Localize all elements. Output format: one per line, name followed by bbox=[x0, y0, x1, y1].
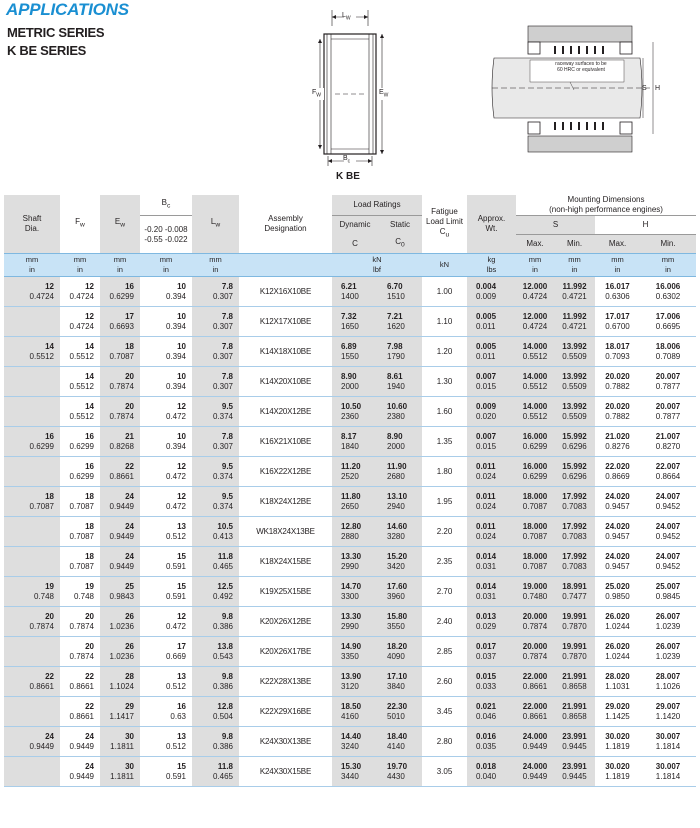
cell-bc: 10 0.394 bbox=[140, 277, 192, 307]
cell-hmax: 22.020 0.8669 bbox=[595, 457, 640, 487]
header-s-min: Min. bbox=[554, 235, 595, 254]
cell-smin: 19.991 0.7870 bbox=[554, 637, 595, 667]
cell-fw: 16 0.6299 bbox=[60, 457, 100, 487]
cell-hmin: 22.007 0.8664 bbox=[640, 457, 696, 487]
table-row bbox=[4, 427, 696, 457]
series-title-kbe: K BE SERIES bbox=[7, 43, 87, 58]
cell-bc: 13 0.512 bbox=[140, 667, 192, 697]
cell-asm: K24X30X13BE bbox=[239, 727, 332, 757]
cell-lw: 11.8 0.465 bbox=[192, 547, 239, 577]
cell-sta: 17.10 3840 bbox=[378, 667, 422, 697]
cell-sta: 18.20 4090 bbox=[378, 637, 422, 667]
cell-hmin: 30.007 1.1814 bbox=[640, 727, 696, 757]
cell-smin: 15.992 0.6296 bbox=[554, 427, 595, 457]
cell-shaft bbox=[4, 397, 60, 427]
cell-ew: 29 1.1417 bbox=[100, 697, 140, 727]
header-mounting: Mounting Dimensions (non-high performance engines) bbox=[516, 195, 696, 216]
cell-hmin: 26.007 1.0239 bbox=[640, 637, 696, 667]
cell-lw: 12.8 0.504 bbox=[192, 697, 239, 727]
header-ew: $E_w$ bbox=[100, 195, 140, 254]
cell-bc: 15 0.591 bbox=[140, 577, 192, 607]
cell-dyn: 14.90 3350 bbox=[332, 637, 378, 667]
cell-ew: 21 0.8268 bbox=[100, 427, 140, 457]
cell-dyn: 12.80 2880 bbox=[332, 517, 378, 547]
cell-lw: 7.8 0.307 bbox=[192, 337, 239, 367]
cell-smin: 18.991 0.7477 bbox=[554, 577, 595, 607]
cell-fw: 22 0.8661 bbox=[60, 667, 100, 697]
cell-shaft: 14 0.5512 bbox=[4, 337, 60, 367]
cell-hmax: 25.020 0.9850 bbox=[595, 577, 640, 607]
section-title: APPLICATIONS bbox=[6, 0, 129, 19]
cell-smax: 20.000 0.7874 bbox=[516, 637, 554, 667]
table-row bbox=[4, 757, 696, 787]
cell-asm: K19X25X15BE bbox=[239, 577, 332, 607]
cell-fat: 2.20 bbox=[422, 517, 467, 547]
header-bc-tolerance: -0.20 -0.008 -0.55 -0.022 bbox=[144, 224, 188, 244]
mounting-diagram bbox=[490, 18, 660, 168]
cell-smax: 14.000 0.5512 bbox=[516, 397, 554, 427]
header-fw: $F_w$ bbox=[75, 217, 85, 229]
cell-smax: 24.000 0.9449 bbox=[516, 727, 554, 757]
cell-hmin: 28.007 1.1026 bbox=[640, 667, 696, 697]
cell-fat: 1.10 bbox=[422, 307, 467, 337]
table-row bbox=[4, 727, 696, 757]
cell-hmax: 17.017 0.6700 bbox=[595, 307, 640, 337]
table-row bbox=[4, 697, 696, 727]
cell-fat: 2.35 bbox=[422, 547, 467, 577]
cell-fw: 12 0.4724 bbox=[60, 307, 100, 337]
series-title-metric: METRIC SERIES bbox=[7, 25, 105, 40]
header-s: S bbox=[516, 216, 595, 235]
cell-sta: 22.30 5010 bbox=[378, 697, 422, 727]
cell-wt: 0.011 0.024 bbox=[467, 517, 516, 547]
cell-fw: 18 0.7087 bbox=[60, 487, 100, 517]
cell-ew: 26 1.0236 bbox=[100, 637, 140, 667]
cell-smax: 18.000 0.7087 bbox=[516, 517, 554, 547]
cell-hmax: 18.017 0.7093 bbox=[595, 337, 640, 367]
cell-smax: 18.000 0.7087 bbox=[516, 547, 554, 577]
cell-fw: 19 0.748 bbox=[60, 577, 100, 607]
cell-bc: 17 0.669 bbox=[140, 637, 192, 667]
cell-ew: 17 0.6693 bbox=[100, 307, 140, 337]
cell-sta: 19.70 4430 bbox=[378, 757, 422, 787]
cell-asm: K22X28X13BE bbox=[239, 667, 332, 697]
cell-hmax: 24.020 0.9457 bbox=[595, 547, 640, 577]
cell-bc: 16 0.63 bbox=[140, 697, 192, 727]
cell-bc: 13 0.512 bbox=[140, 727, 192, 757]
cell-asm: K22X29X16BE bbox=[239, 697, 332, 727]
cell-asm: K14X20X12BE bbox=[239, 397, 332, 427]
table-row bbox=[4, 607, 696, 637]
table-row bbox=[4, 487, 696, 517]
cell-fw: 14 0.5512 bbox=[60, 367, 100, 397]
header-load-ratings: Load Ratings bbox=[332, 195, 422, 216]
cell-fat: 1.60 bbox=[422, 397, 467, 427]
cell-smin: 21.991 0.8658 bbox=[554, 667, 595, 697]
cell-ew: 20 0.7874 bbox=[100, 367, 140, 397]
table-row bbox=[4, 517, 696, 547]
cell-wt: 0.014 0.031 bbox=[467, 547, 516, 577]
cell-shaft bbox=[4, 367, 60, 397]
cell-ew: 18 0.7087 bbox=[100, 337, 140, 367]
header-c: C bbox=[332, 235, 378, 254]
cell-hmax: 26.020 1.0244 bbox=[595, 637, 640, 667]
cell-wt: 0.007 0.015 bbox=[467, 427, 516, 457]
cell-sta: 14.60 3280 bbox=[378, 517, 422, 547]
cell-smin: 17.992 0.7083 bbox=[554, 487, 595, 517]
cell-asm: WK18X24X13BE bbox=[239, 517, 332, 547]
cell-fw: 16 0.6299 bbox=[60, 427, 100, 457]
table-row bbox=[4, 577, 696, 607]
cell-shaft bbox=[4, 637, 60, 667]
cell-asm: K12X17X10BE bbox=[239, 307, 332, 337]
cell-hmax: 30.020 1.1819 bbox=[595, 757, 640, 787]
cell-hmax: 16.017 0.6306 bbox=[595, 277, 640, 307]
table-row bbox=[4, 637, 696, 667]
cell-wt: 0.005 0.011 bbox=[467, 337, 516, 367]
cell-sta: 6.70 1510 bbox=[378, 277, 422, 307]
cell-dyn: 7.32 1650 bbox=[332, 307, 378, 337]
cell-dyn: 15.30 3440 bbox=[332, 757, 378, 787]
cell-hmax: 20.020 0.7882 bbox=[595, 397, 640, 427]
cell-shaft: 18 0.7087 bbox=[4, 487, 60, 517]
header-h: H bbox=[595, 216, 696, 235]
header-lw: $L_w$ bbox=[192, 195, 239, 254]
cell-lw: 9.5 0.374 bbox=[192, 397, 239, 427]
cell-lw: 9.8 0.386 bbox=[192, 727, 239, 757]
kbe-bearing-diagram bbox=[300, 4, 410, 172]
cell-ew: 22 0.8661 bbox=[100, 457, 140, 487]
cell-sta: 7.21 1620 bbox=[378, 307, 422, 337]
cell-asm: K14X20X10BE bbox=[239, 367, 332, 397]
header-shaft: Shaft Dia. bbox=[4, 195, 60, 254]
cell-smin: 19.991 0.7870 bbox=[554, 607, 595, 637]
cell-wt: 0.004 0.009 bbox=[467, 277, 516, 307]
cell-lw: 7.8 0.307 bbox=[192, 427, 239, 457]
cell-fw: 18 0.7087 bbox=[60, 547, 100, 577]
header-weight: Approx. Wt. bbox=[467, 195, 516, 254]
cell-wt: 0.017 0.037 bbox=[467, 637, 516, 667]
cell-ew: 26 1.0236 bbox=[100, 607, 140, 637]
cell-fw: 12 0.4724 bbox=[60, 277, 100, 307]
cell-shaft bbox=[4, 757, 60, 787]
table-row bbox=[4, 367, 696, 397]
cell-sta: 8.90 2000 bbox=[378, 427, 422, 457]
cell-fat: 1.80 bbox=[422, 457, 467, 487]
cell-lw: 7.8 0.307 bbox=[192, 307, 239, 337]
cell-lw: 9.5 0.374 bbox=[192, 487, 239, 517]
cell-smin: 17.992 0.7083 bbox=[554, 517, 595, 547]
cell-hmin: 18.006 0.7089 bbox=[640, 337, 696, 367]
cell-smax: 19.000 0.7480 bbox=[516, 577, 554, 607]
table-row bbox=[4, 307, 696, 337]
cell-fat: 1.35 bbox=[422, 427, 467, 457]
cell-fat: 3.05 bbox=[422, 757, 467, 787]
cell-asm: K24X30X15BE bbox=[239, 757, 332, 787]
cell-shaft bbox=[4, 457, 60, 487]
cell-ew: 20 0.7874 bbox=[100, 397, 140, 427]
cell-fw: 14 0.5512 bbox=[60, 397, 100, 427]
cell-asm: K20X26X17BE bbox=[239, 637, 332, 667]
cell-hmax: 26.020 1.0244 bbox=[595, 607, 640, 637]
cell-bc: 12 0.472 bbox=[140, 487, 192, 517]
cell-fat: 2.60 bbox=[422, 667, 467, 697]
cell-lw: 7.8 0.307 bbox=[192, 367, 239, 397]
cell-ew: 24 0.9449 bbox=[100, 547, 140, 577]
cell-fw: 18 0.7087 bbox=[60, 517, 100, 547]
cell-shaft: 24 0.9449 bbox=[4, 727, 60, 757]
cell-wt: 0.011 0.024 bbox=[467, 487, 516, 517]
cell-fw: 14 0.5512 bbox=[60, 337, 100, 367]
table-row bbox=[4, 337, 696, 367]
header-static: Static bbox=[378, 216, 422, 235]
cell-fw: 20 0.7874 bbox=[60, 607, 100, 637]
cell-fat: 3.45 bbox=[422, 697, 467, 727]
cell-fat: 2.40 bbox=[422, 607, 467, 637]
cell-sta: 13.10 2940 bbox=[378, 487, 422, 517]
cell-lw: 12.5 0.492 bbox=[192, 577, 239, 607]
cell-fat: 1.00 bbox=[422, 277, 467, 307]
cell-smax: 14.000 0.5512 bbox=[516, 337, 554, 367]
cell-wt: 0.007 0.015 bbox=[467, 367, 516, 397]
cell-dyn: 6.89 1550 bbox=[332, 337, 378, 367]
cell-bc: 15 0.591 bbox=[140, 547, 192, 577]
header-h-min: Min. bbox=[640, 235, 696, 254]
cell-asm: K16X21X10BE bbox=[239, 427, 332, 457]
cell-lw: 13.8 0.543 bbox=[192, 637, 239, 667]
cell-ew: 24 0.9449 bbox=[100, 487, 140, 517]
cell-smax: 16.000 0.6299 bbox=[516, 457, 554, 487]
cell-asm: K20X26X12BE bbox=[239, 607, 332, 637]
cell-smax: 24.000 0.9449 bbox=[516, 757, 554, 787]
header-c0: $C_0$ bbox=[378, 235, 422, 254]
cell-fw: 24 0.9449 bbox=[60, 727, 100, 757]
table-row bbox=[4, 457, 696, 487]
cell-sta: 18.40 4140 bbox=[378, 727, 422, 757]
cell-shaft bbox=[4, 547, 60, 577]
cell-smax: 20.000 0.7874 bbox=[516, 607, 554, 637]
cell-lw: 9.8 0.386 bbox=[192, 667, 239, 697]
cell-wt: 0.015 0.033 bbox=[467, 667, 516, 697]
cell-ew: 16 0.6299 bbox=[100, 277, 140, 307]
cell-hmin: 24.007 0.9452 bbox=[640, 487, 696, 517]
cell-dyn: 8.17 1840 bbox=[332, 427, 378, 457]
cell-smin: 23.991 0.9445 bbox=[554, 727, 595, 757]
cell-bc: 10 0.394 bbox=[140, 337, 192, 367]
cell-sta: 11.90 2680 bbox=[378, 457, 422, 487]
cell-lw: 9.8 0.386 bbox=[192, 607, 239, 637]
cell-hmin: 24.007 0.9452 bbox=[640, 517, 696, 547]
cell-smax: 18.000 0.7087 bbox=[516, 487, 554, 517]
cell-bc: 10 0.394 bbox=[140, 307, 192, 337]
cell-dyn: 14.70 3300 bbox=[332, 577, 378, 607]
header-h-max: Max. bbox=[595, 235, 640, 254]
cell-lw: 7.8 0.307 bbox=[192, 277, 239, 307]
cell-smin: 11.992 0.4721 bbox=[554, 277, 595, 307]
cell-fat: 1.30 bbox=[422, 367, 467, 397]
cell-smax: 12.000 0.4724 bbox=[516, 307, 554, 337]
cell-hmin: 20.007 0.7877 bbox=[640, 367, 696, 397]
cell-smin: 13.992 0.5509 bbox=[554, 367, 595, 397]
cell-bc: 13 0.512 bbox=[140, 517, 192, 547]
cell-sta: 7.98 1790 bbox=[378, 337, 422, 367]
cell-asm: K18X24X12BE bbox=[239, 487, 332, 517]
header-dynamic: Dynamic bbox=[332, 216, 378, 235]
cell-smin: 15.992 0.6296 bbox=[554, 457, 595, 487]
cell-smax: 22.000 0.8661 bbox=[516, 697, 554, 727]
cell-dyn: 10.50 2360 bbox=[332, 397, 378, 427]
cell-shaft bbox=[4, 307, 60, 337]
cell-ew: 30 1.1811 bbox=[100, 727, 140, 757]
cell-lw: 9.5 0.374 bbox=[192, 457, 239, 487]
cell-dyn: 18.50 4160 bbox=[332, 697, 378, 727]
cell-bc: 12 0.472 bbox=[140, 607, 192, 637]
cell-hmin: 29.007 1.1420 bbox=[640, 697, 696, 727]
cell-hmin: 16.006 0.6302 bbox=[640, 277, 696, 307]
header-fatigue: Fatigue Load Limit $C_u$ bbox=[426, 207, 463, 239]
cell-wt: 0.018 0.040 bbox=[467, 757, 516, 787]
header-assembly: Assembly Designation bbox=[264, 214, 307, 233]
bc-label: $B_c$ bbox=[343, 155, 351, 165]
cell-dyn: 11.80 2650 bbox=[332, 487, 378, 517]
cell-smin: 11.992 0.4721 bbox=[554, 307, 595, 337]
cell-fw: 24 0.9449 bbox=[60, 757, 100, 787]
cell-smax: 12.000 0.4724 bbox=[516, 277, 554, 307]
cell-fat: 2.85 bbox=[422, 637, 467, 667]
cell-ew: 24 0.9449 bbox=[100, 517, 140, 547]
cell-hmax: 30.020 1.1819 bbox=[595, 727, 640, 757]
cell-hmax: 24.020 0.9457 bbox=[595, 517, 640, 547]
cell-ew: 25 0.9843 bbox=[100, 577, 140, 607]
cell-fat: 2.70 bbox=[422, 577, 467, 607]
cell-hmax: 20.020 0.7882 bbox=[595, 367, 640, 397]
cell-hmax: 28.020 1.1031 bbox=[595, 667, 640, 697]
cell-hmin: 21.007 0.8270 bbox=[640, 427, 696, 457]
cell-sta: 15.80 3550 bbox=[378, 607, 422, 637]
raceway-note: raceway surfaces to be 60 HRC or equivalent bbox=[555, 61, 607, 73]
cell-fat: 2.80 bbox=[422, 727, 467, 757]
cell-hmin: 24.007 0.9452 bbox=[640, 547, 696, 577]
cell-dyn: 6.21 1400 bbox=[332, 277, 378, 307]
cell-hmax: 21.020 0.8276 bbox=[595, 427, 640, 457]
cell-smax: 22.000 0.8661 bbox=[516, 667, 554, 697]
cell-smin: 23.991 0.9445 bbox=[554, 757, 595, 787]
table-row bbox=[4, 277, 696, 307]
cell-dyn: 14.40 3240 bbox=[332, 727, 378, 757]
cell-fat: 1.95 bbox=[422, 487, 467, 517]
cell-shaft: 16 0.6299 bbox=[4, 427, 60, 457]
header-s-max: Max. bbox=[516, 235, 554, 254]
cell-smax: 16.000 0.6299 bbox=[516, 427, 554, 457]
cell-fat: 1.20 bbox=[422, 337, 467, 367]
cell-wt: 0.016 0.035 bbox=[467, 727, 516, 757]
table-row bbox=[4, 547, 696, 577]
cell-smax: 14.000 0.5512 bbox=[516, 367, 554, 397]
cell-fw: 20 0.7874 bbox=[60, 637, 100, 667]
cell-ew: 28 1.1024 bbox=[100, 667, 140, 697]
cell-dyn: 13.30 2990 bbox=[332, 547, 378, 577]
cell-bc: 15 0.591 bbox=[140, 757, 192, 787]
cell-bc: 12 0.472 bbox=[140, 397, 192, 427]
cell-sta: 10.60 2380 bbox=[378, 397, 422, 427]
cell-hmin: 30.007 1.1814 bbox=[640, 757, 696, 787]
h-label: H bbox=[655, 85, 661, 92]
cell-shaft bbox=[4, 517, 60, 547]
cell-sta: 8.61 1940 bbox=[378, 367, 422, 397]
cell-asm: K12X16X10BE bbox=[239, 277, 332, 307]
cell-wt: 0.009 0.020 bbox=[467, 397, 516, 427]
cell-sta: 17.60 3960 bbox=[378, 577, 422, 607]
cell-sta: 15.20 3420 bbox=[378, 547, 422, 577]
cell-smin: 13.992 0.5509 bbox=[554, 337, 595, 367]
cell-dyn: 8.90 2000 bbox=[332, 367, 378, 397]
cell-dyn: 13.30 2990 bbox=[332, 607, 378, 637]
ew-label: $E_W$ bbox=[379, 89, 389, 99]
cell-hmax: 29.020 1.1425 bbox=[595, 697, 640, 727]
cell-dyn: 13.90 3120 bbox=[332, 667, 378, 697]
header-bc: $B_c$ bbox=[161, 198, 171, 210]
cell-dyn: 11.20 2520 bbox=[332, 457, 378, 487]
fw-label: $F_W$ bbox=[312, 89, 322, 99]
cell-hmax: 24.020 0.9457 bbox=[595, 487, 640, 517]
cell-hmin: 25.007 0.9845 bbox=[640, 577, 696, 607]
cell-bc: 10 0.394 bbox=[140, 367, 192, 397]
cell-asm: K16X22X12BE bbox=[239, 457, 332, 487]
cell-asm: K14X18X10BE bbox=[239, 337, 332, 367]
diagram-caption: K BE bbox=[336, 171, 360, 182]
cell-smin: 21.991 0.8658 bbox=[554, 697, 595, 727]
cell-hmin: 20.007 0.7877 bbox=[640, 397, 696, 427]
cell-wt: 0.014 0.031 bbox=[467, 577, 516, 607]
cell-hmin: 17.006 0.6695 bbox=[640, 307, 696, 337]
cell-shaft: 20 0.7874 bbox=[4, 607, 60, 637]
cell-lw: 10.5 0.413 bbox=[192, 517, 239, 547]
cell-bc: 10 0.394 bbox=[140, 427, 192, 457]
s-label: S bbox=[642, 85, 647, 92]
cell-asm: K18X24X15BE bbox=[239, 547, 332, 577]
table-row bbox=[4, 397, 696, 427]
table-row bbox=[4, 667, 696, 697]
cell-fw: 22 0.8661 bbox=[60, 697, 100, 727]
cell-shaft bbox=[4, 697, 60, 727]
cell-shaft: 12 0.4724 bbox=[4, 277, 60, 307]
cell-wt: 0.011 0.024 bbox=[467, 457, 516, 487]
cell-ew: 30 1.1811 bbox=[100, 757, 140, 787]
lw-label: $L_W$ bbox=[342, 12, 351, 22]
cell-bc: 12 0.472 bbox=[140, 457, 192, 487]
cell-lw: 11.8 0.465 bbox=[192, 757, 239, 787]
cell-smin: 17.992 0.7083 bbox=[554, 547, 595, 577]
units-row: mm in mm in mm in mm in mm in kN lbf kN kg lbs mm in mm in mm in mm in bbox=[4, 254, 696, 277]
cell-smin: 13.992 0.5509 bbox=[554, 397, 595, 427]
cell-hmin: 26.007 1.0239 bbox=[640, 607, 696, 637]
cell-shaft: 19 0.748 bbox=[4, 577, 60, 607]
cell-wt: 0.013 0.029 bbox=[467, 607, 516, 637]
cell-wt: 0.021 0.046 bbox=[467, 697, 516, 727]
bearing-spec-table bbox=[4, 195, 696, 787]
cell-wt: 0.005 0.011 bbox=[467, 307, 516, 337]
cell-shaft: 22 0.8661 bbox=[4, 667, 60, 697]
